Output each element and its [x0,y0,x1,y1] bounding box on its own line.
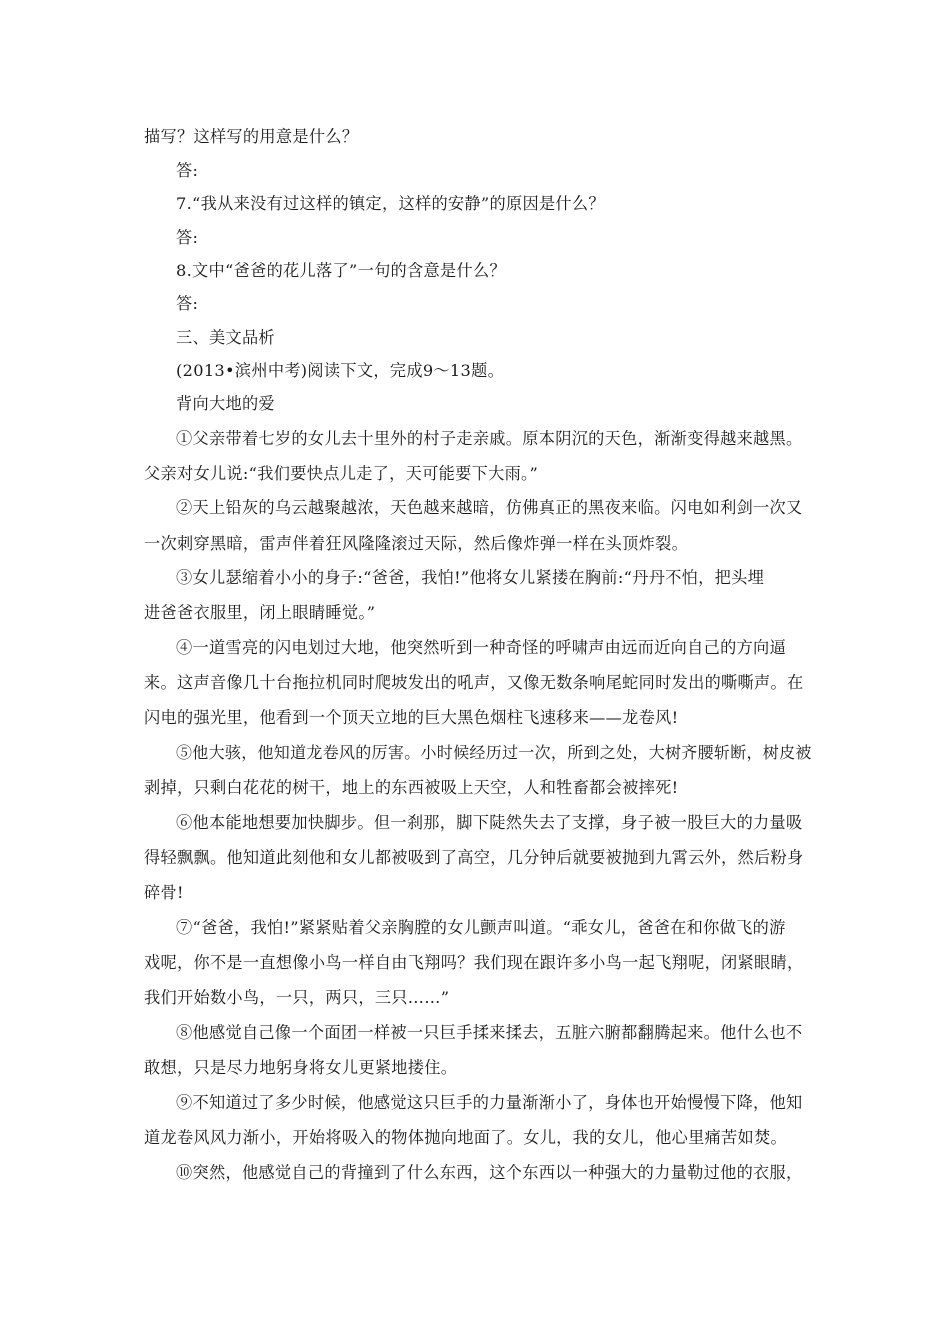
answer-label: 答: [176,161,199,180]
paragraph-line: ③女儿瑟缩着小小的身子:“爸爸，我怕!”他将女儿紧搂在胸前:“丹丹不怕，把头埋 [176,568,765,587]
paragraph-line: 父亲对女儿说:“我们要快点儿走了，天可能要下大雨。” [144,464,539,483]
paragraph-line: ⑤他大骇，他知道龙卷风的厉害。小时候经历过一次，所到之处，大树齐腰斩断，树皮被 [176,743,812,762]
question-8: 8.文中“爸爸的花儿落了”一句的含意是什么？ [176,261,506,280]
paragraph-line: 得轻飘飘。他知道此刻他和女儿都被吸到了高空，几分钟后就要被抛到九霄云外，然后粉身 [144,848,804,867]
paragraph-line: 闪电的强光里，他看到一个顶天立地的巨大黑色烟柱飞速移来——龙卷风! [144,708,679,727]
paragraph-line: ⑦“爸爸，我怕!”紧紧贴着父亲胸膛的女儿颤声叫道。“乖女儿，爸爸在和你做飞的游 [176,918,786,937]
paragraph-line: 一次刺穿黑暗，雷声伴着狂风隆隆滚过天际，然后像炸弹一样在头顶炸裂。 [144,534,689,553]
answer-label: 答: [176,294,199,313]
paragraph-line: 进爸爸衣服里，闭上眼睛睡觉。” [144,603,376,622]
paragraph-line: 剥掉，只剩白花花的树干，地上的东西被吸上天空，人和牲畜都会被摔死! [144,778,679,797]
paragraph-line: ⑩突然，他感觉自己的背撞到了什么东西，这个东西以一种强大的力量勒过他的衣服， [176,1163,803,1182]
paragraph-line: 我们开始数小鸟，一只，两只，三只……” [144,988,450,1007]
paragraph-line: ①父亲带着七岁的女儿去十里外的村子走亲戚。原本阴沉的天色，渐渐变得越来越黑。 [176,429,803,448]
section-heading: 三、美文品析 [176,328,275,347]
article-title: 背向大地的爱 [176,394,275,413]
paragraph-line: ②天上铅灰的乌云越聚越浓，天色越来越暗，仿佛真正的黑夜来临。闪电如利剑一次又 [176,498,803,517]
answer-label: 答: [176,228,199,247]
paragraph-line: 道龙卷风风力渐小，开始将吸入的物体抛向地面了。女儿，我的女儿，他心里痛苦如焚。 [144,1128,788,1147]
question-7: 7.“我从来没有过这样的镇定，这样的安静”的原因是什么？ [176,194,605,213]
reading-instruction: (2013•滨州中考)阅读下文，完成9～13题。 [176,361,505,380]
paragraph-line: ④一道雪亮的闪电划过大地，他突然听到一种奇怪的呼啸声由远而近向自己的方向逼 [176,638,787,657]
paragraph-line: 敢想，只是尽力地躬身将女儿更紧地搂住。 [144,1058,458,1077]
paragraph-line: 戏呢，你不是一直想像小鸟一样自由飞翔吗？我们现在跟许多小鸟一起飞翔呢，闭紧眼睛， [144,953,804,972]
paragraph-line: ⑥他本能地想要加快脚步。但一刹那，脚下陡然失去了支撑，身子被一股巨大的力量吸 [176,813,803,832]
paragraph-line: 碎骨! [144,883,184,902]
text-line: 描写？这样写的用意是什么？ [144,127,359,146]
paragraph-line: 来。这声音像几十台拖拉机同时爬坡发出的吼声，又像无数条响尾蛇同时发出的嘶嘶声。在 [144,673,804,692]
paragraph-line: ⑨不知道过了多少时候，他感觉这只巨手的力量渐渐小了，身体也开始慢慢下降，他知 [176,1093,803,1112]
paragraph-line: ⑧他感觉自己像一个面团一样被一只巨手揉来揉去，五脏六腑都翻腾起来。他什么也不 [176,1023,803,1042]
